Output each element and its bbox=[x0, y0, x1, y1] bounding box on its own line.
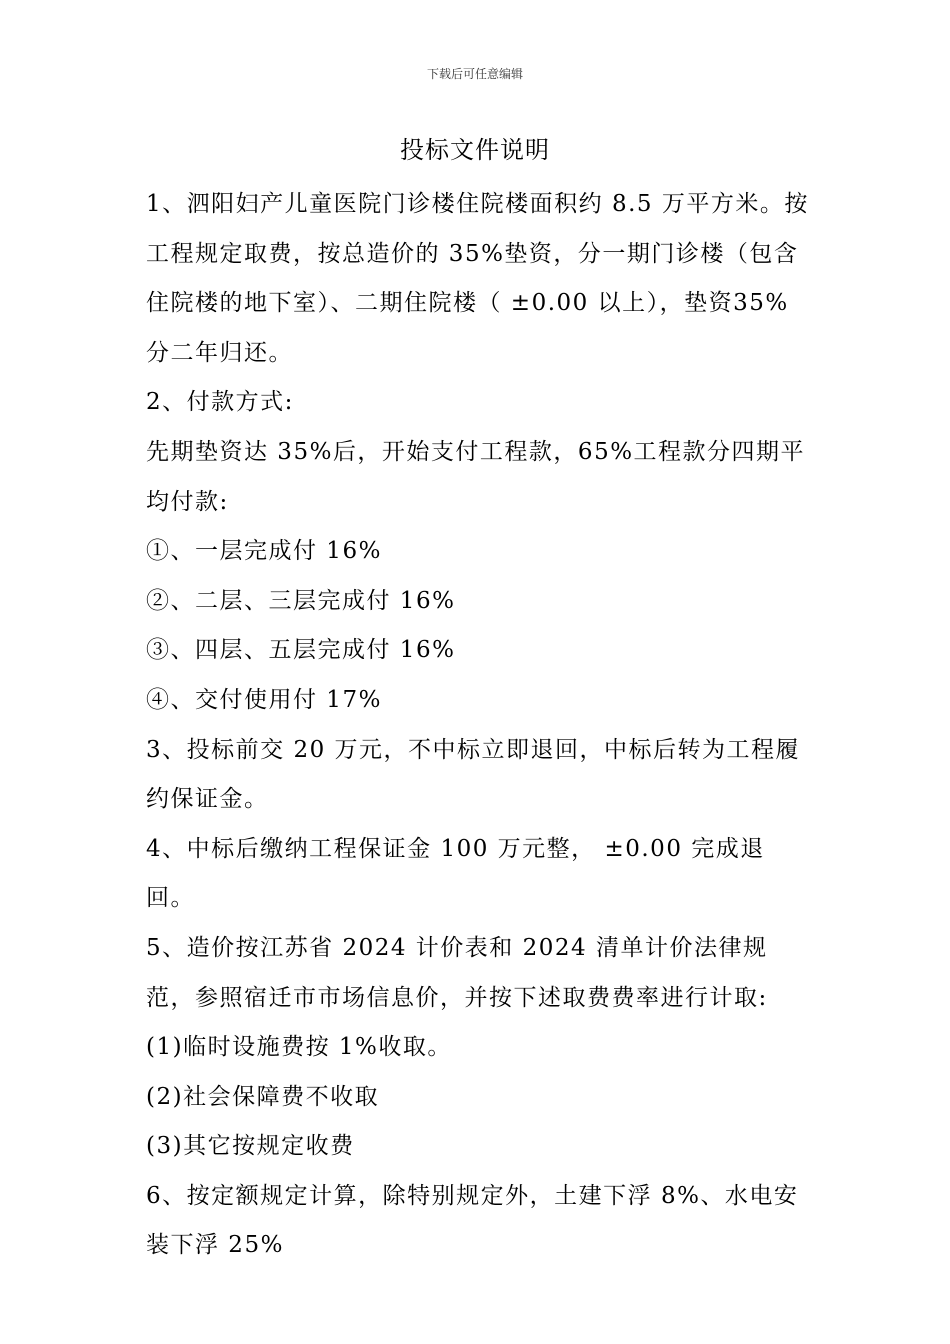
payment-item-4: ④、交付使用付 17% bbox=[146, 686, 382, 713]
payment-item-3: ③、四层、五层完成付 16% bbox=[146, 637, 456, 664]
fee-item-2: (2)社会保障费不收取 bbox=[146, 1083, 380, 1110]
fee-item-3: (3)其它按规定收费 bbox=[146, 1133, 355, 1160]
paragraph-payment-method-heading: 2、付款方式: bbox=[146, 389, 294, 416]
paragraph-discount: 6、按定额规定计算，除特别规定外，土建下浮 8%、水电安装下浮 25% bbox=[146, 1182, 799, 1259]
payment-item-2: ②、二层、三层完成付 16% bbox=[146, 587, 456, 614]
paragraph-performance-bond: 4、中标后缴纳工程保证金 100 万元整， ±0.00 完成退回。 bbox=[146, 835, 765, 912]
payment-item-1: ①、一层完成付 16% bbox=[146, 538, 382, 565]
fee-item-1: (1)临时设施费按 1%收取。 bbox=[146, 1034, 452, 1061]
paragraph-bid-deposit: 3、投标前交 20 万元，不中标立即退回，中标后转为工程履约保证金。 bbox=[146, 736, 801, 813]
paragraph-project-scope: 1、泗阳妇产儿童医院门诊楼住院楼面积约 8.5 万平方米。按工程规定取费，按总造价的 35%垫资，分一期门诊楼（包含住院楼的地下室）、二期住院楼（ ±0.00 以上），垫资35%分二年归还。 bbox=[146, 191, 809, 366]
document-title: 投标文件说明 bbox=[400, 136, 550, 164]
paragraph-pricing-basis: 5、造价按江苏省 2024 计价表和 2024 清单计价法律规范，参照宿迁市市场信息价，并按下述取费费率进行计取: bbox=[146, 934, 768, 1011]
paragraph-payment-terms: 先期垫资达 35%后，开始支付工程款，65%工程款分四期平均付款: bbox=[146, 438, 806, 515]
document-body bbox=[146, 180, 810, 1271]
page-header: 下载后可任意编辑 bbox=[426, 67, 523, 81]
